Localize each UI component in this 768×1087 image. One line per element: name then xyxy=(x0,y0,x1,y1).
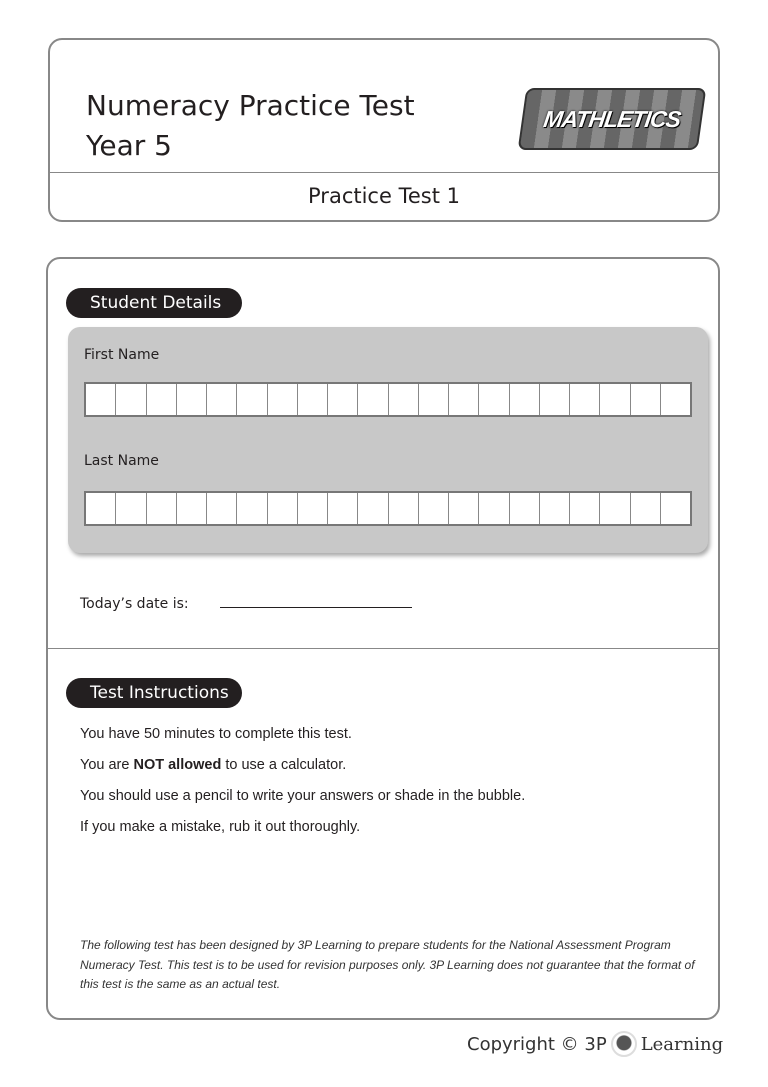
letter-box[interactable] xyxy=(268,384,298,415)
mathletics-logo xyxy=(518,88,707,150)
learning-text: Learning xyxy=(640,1033,724,1055)
text: You are xyxy=(80,757,134,773)
letter-box[interactable] xyxy=(540,493,570,524)
divider xyxy=(48,648,718,649)
letter-box[interactable] xyxy=(177,384,207,415)
letter-box[interactable] xyxy=(510,493,540,524)
letter-box[interactable] xyxy=(86,384,116,415)
letter-box[interactable] xyxy=(116,384,146,415)
date-label: Today’s date is: xyxy=(80,596,189,612)
last-name-label: Last Name xyxy=(84,453,159,469)
student-details-heading: Student Details xyxy=(66,288,242,318)
test-instructions-heading: Test Instructions xyxy=(66,678,242,708)
letter-box[interactable] xyxy=(389,493,419,524)
letter-box[interactable] xyxy=(86,493,116,524)
instruction-line: If you make a mistake, rub it out thoroughly. xyxy=(80,819,361,835)
instruction-line xyxy=(80,757,346,773)
letter-box[interactable] xyxy=(570,493,600,524)
letter-box[interactable] xyxy=(479,493,509,524)
letter-box[interactable] xyxy=(661,493,690,524)
letter-box[interactable] xyxy=(268,493,298,524)
letter-box[interactable] xyxy=(510,384,540,415)
name-fields-panel xyxy=(68,327,708,553)
header-panel xyxy=(48,38,720,222)
letter-box[interactable] xyxy=(328,493,358,524)
first-name-boxes[interactable] xyxy=(84,382,692,417)
letter-box[interactable] xyxy=(298,384,328,415)
letter-box[interactable] xyxy=(570,384,600,415)
instruction-line: You should use a pencil to write your answers or shade in the bubble. xyxy=(80,788,526,804)
logo-text: MATHLETICS xyxy=(541,105,683,132)
divider xyxy=(50,172,718,173)
letter-box[interactable] xyxy=(631,384,661,415)
title-line-1: Numeracy Practice Test xyxy=(86,89,415,122)
letter-box[interactable] xyxy=(389,384,419,415)
last-name-boxes[interactable] xyxy=(84,491,692,526)
letter-box[interactable] xyxy=(661,384,690,415)
letter-box[interactable] xyxy=(449,384,479,415)
letter-box[interactable] xyxy=(177,493,207,524)
letter-box[interactable] xyxy=(328,384,358,415)
main-panel xyxy=(46,257,720,1020)
letter-box[interactable] xyxy=(479,384,509,415)
letter-box[interactable] xyxy=(540,384,570,415)
letter-box[interactable] xyxy=(600,493,630,524)
letter-box[interactable] xyxy=(207,493,237,524)
page-title xyxy=(86,86,415,166)
letter-box[interactable] xyxy=(237,384,267,415)
first-name-label: First Name xyxy=(84,347,160,363)
copyright-text: Copyright © 3P xyxy=(467,1033,607,1055)
letter-box[interactable] xyxy=(631,493,661,524)
letter-box[interactable] xyxy=(449,493,479,524)
text: to use a calculator. xyxy=(221,757,347,773)
letter-box[interactable] xyxy=(237,493,267,524)
copyright-footer xyxy=(467,1031,723,1057)
subtitle: Practice Test 1 xyxy=(308,184,460,208)
letter-box[interactable] xyxy=(358,384,388,415)
bold-text: NOT allowed xyxy=(133,757,222,773)
3p-logo-icon xyxy=(611,1031,637,1057)
date-line[interactable] xyxy=(220,607,412,608)
letter-box[interactable] xyxy=(358,493,388,524)
letter-box[interactable] xyxy=(116,493,146,524)
letter-box[interactable] xyxy=(147,493,177,524)
disclaimer: The following test has been designed by 3P Learning to prepare students for the National Assessment Program Numeracy Test. This test is to be used for revision purposes only. 3P Learning does not guarantee that the format of this test is the same as an actual test. xyxy=(80,938,695,991)
letter-box[interactable] xyxy=(298,493,328,524)
letter-box[interactable] xyxy=(147,384,177,415)
letter-box[interactable] xyxy=(419,384,449,415)
instruction-line: You have 50 minutes to complete this test. xyxy=(80,726,352,742)
title-line-2: Year 5 xyxy=(86,129,172,162)
letter-box[interactable] xyxy=(207,384,237,415)
letter-box[interactable] xyxy=(419,493,449,524)
letter-box[interactable] xyxy=(600,384,630,415)
